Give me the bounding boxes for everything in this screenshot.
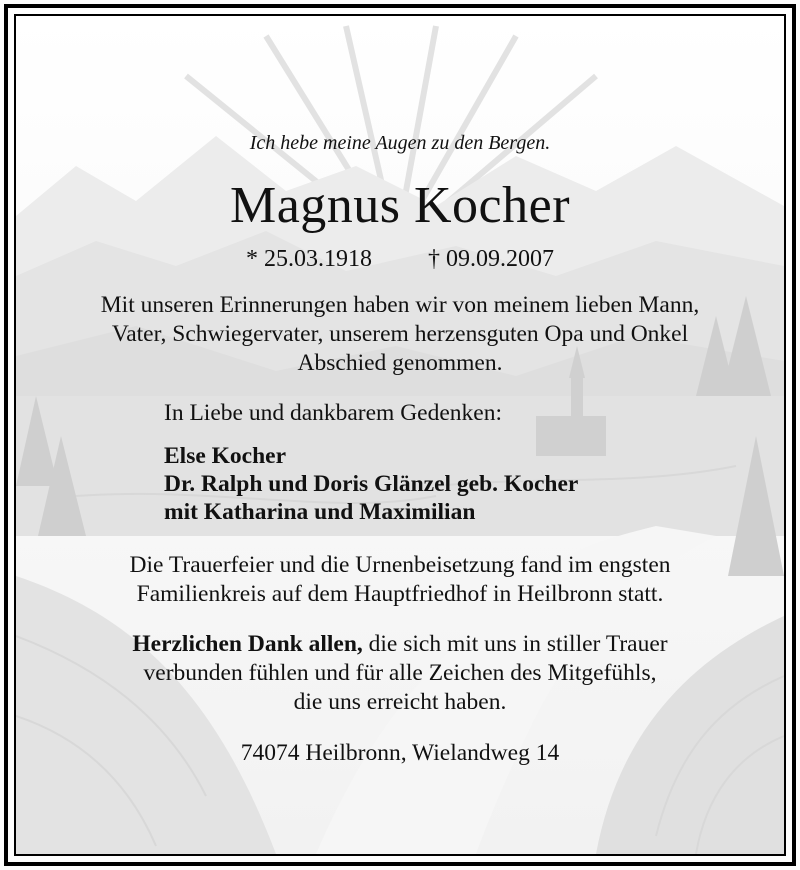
obituary-text [16, 16, 784, 854]
motto: Ich hebe meine Augen zu den Bergen. [249, 132, 551, 154]
signatory: Dr. Ralph und Doris Glänzel geb. Kocher [164, 471, 579, 497]
obituary-card [14, 14, 786, 856]
thanks-bold: Herzlichen Dank allen, [132, 631, 363, 657]
birth-date: * 25.03.1918 [246, 246, 372, 272]
funeral-line: Die Trauerfeier und die Urnenbeisetzung fand im engsten [129, 552, 671, 578]
message-line: Abschied genommen. [297, 350, 503, 376]
thanks-line: die uns erreicht haben. [293, 689, 507, 715]
signatory: Else Kocher [164, 443, 287, 469]
thanks-line: verbunden fühlen und für alle Zeichen des Mitgefühls, [143, 660, 657, 686]
message-line: Mit unseren Erinnerungen haben wir von meinem lieben Mann, [100, 292, 700, 318]
life-dates [16, 246, 784, 273]
thanks-rest: die sich mit uns in stiller Trauer [362, 631, 668, 657]
message-line: Vater, Schwiegervater, unserem herzensguten Opa und Onkel [111, 321, 689, 347]
thanks-line [16, 631, 784, 658]
funeral-line: Familienkreis auf dem Hauptfriedhof in Heilbronn statt. [136, 581, 664, 607]
grief-intro: In Liebe und dankbarem Gedenken: [164, 400, 503, 426]
address: 74074 Heilbronn, Wielandweg 14 [240, 740, 560, 766]
deceased-name: Magnus Kocher [229, 177, 571, 234]
signatory: mit Katharina und Maximilian [164, 499, 476, 525]
death-date: † 09.09.2007 [428, 246, 554, 272]
